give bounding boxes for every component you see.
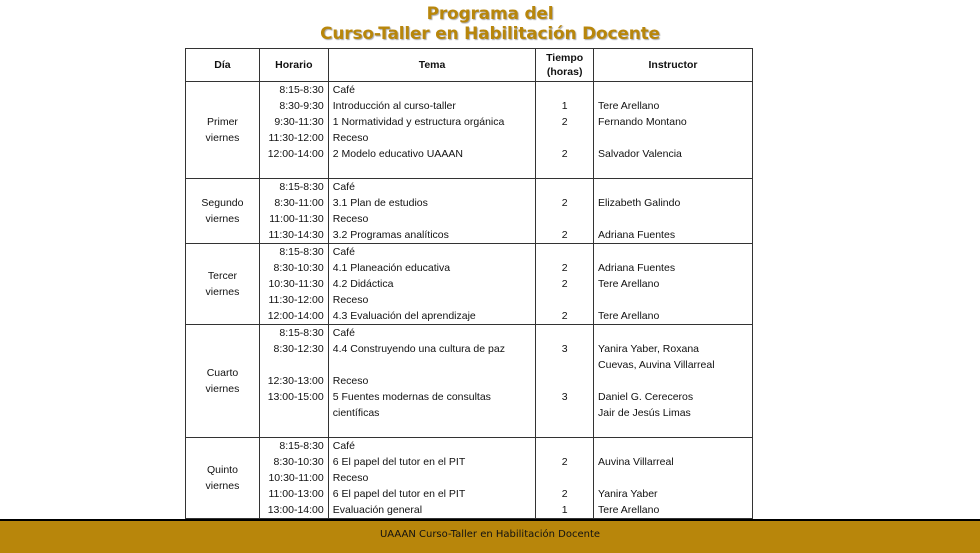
cell-horario	[259, 325, 328, 438]
tema-line: científicas	[332, 407, 380, 419]
tiempo-line: 1	[561, 100, 568, 112]
cell-tiempo	[536, 179, 594, 244]
horario-line: 8:15-8:30	[279, 327, 324, 339]
tiempo-line: 2	[561, 229, 568, 241]
tiempo-line	[540, 421, 589, 437]
tiempo-line	[540, 292, 589, 308]
horario-line: 8:15-8:30	[279, 246, 324, 258]
cell-dia	[186, 82, 260, 179]
horario-line: 8:15-8:30	[279, 440, 324, 452]
dia-line: Quinto	[206, 464, 238, 476]
horario-line: 12:00-14:00	[267, 148, 324, 160]
footer-bar	[0, 519, 980, 553]
tema-line: Evaluación general	[332, 504, 423, 516]
instructor-line: Yanira Yaber, Roxana	[598, 343, 700, 355]
slide-title	[0, 4, 980, 44]
cell-instructor	[594, 82, 753, 179]
instructor-line	[598, 211, 748, 227]
cell-dia	[186, 438, 260, 519]
instructor-line: Elizabeth Galindo	[598, 197, 681, 209]
instructor-line: Tere Arellano	[598, 504, 660, 516]
tiempo-line: 2	[561, 116, 568, 128]
cell-dia	[186, 244, 260, 325]
tiempo-line	[540, 162, 589, 178]
tema-line	[333, 162, 532, 178]
tiempo-line: 2	[561, 197, 568, 209]
horario-line: 13:00-15:00	[267, 391, 324, 403]
tiempo-line	[540, 373, 589, 389]
instructor-line	[598, 162, 748, 178]
dia-line: viernes	[205, 383, 240, 395]
cell-instructor	[594, 244, 753, 325]
horario-line: 8:15-8:30	[279, 84, 324, 96]
cell-dia	[186, 325, 260, 438]
instructor-line	[598, 244, 748, 260]
instructor-line	[598, 130, 748, 146]
header-tiempo	[536, 49, 594, 82]
tiempo-line	[540, 325, 589, 341]
instructor-line	[598, 438, 748, 454]
cell-instructor	[594, 325, 753, 438]
tema-line	[333, 421, 532, 437]
cell-tiempo	[536, 325, 594, 438]
tiempo-line: 2	[561, 278, 568, 290]
tema-line: 4.1 Planeación educativa	[332, 262, 451, 274]
tema-line: 4.4 Construyendo una cultura de paz	[332, 343, 505, 355]
cell-tiempo	[536, 438, 594, 519]
tema-line: Café	[332, 84, 355, 96]
instructor-line: Daniel G. Cereceros	[598, 391, 694, 403]
header-tiempo-line2: (horas)	[546, 66, 583, 78]
horario-line: 10:30-11:00	[268, 472, 324, 484]
cell-horario	[259, 82, 328, 179]
cell-tema	[328, 179, 536, 244]
horario-line: 11:00-11:30	[269, 213, 324, 225]
tema-line: Receso	[332, 375, 369, 387]
tema-line: Introducción al curso-taller	[332, 100, 456, 112]
tiempo-line: 2	[561, 148, 568, 160]
instructor-line: Tere Arellano	[598, 310, 660, 322]
tema-line: 6 El papel del tutor en el PIT	[332, 456, 466, 468]
tiempo-line	[540, 405, 589, 421]
instructor-line	[598, 373, 748, 389]
instructor-line	[598, 325, 748, 341]
horario-line	[264, 405, 324, 421]
instructor-line: Adriana Fuentes	[598, 262, 676, 274]
horario-line: 11:30-12:00	[268, 294, 324, 306]
dia-line: Cuarto	[206, 367, 239, 379]
cell-tiempo	[536, 244, 594, 325]
tema-line: 4.3 Evaluación del aprendizaje	[332, 310, 476, 322]
tema-line: Café	[332, 327, 355, 339]
header-tema: Tema	[328, 49, 536, 82]
horario-line	[264, 162, 324, 178]
tiempo-line	[540, 179, 589, 195]
title-line-2: Curso-Taller en Habilitación Docente	[320, 24, 660, 44]
cell-instructor	[594, 438, 753, 519]
horario-line: 11:00-13:00	[268, 488, 324, 500]
cell-tema	[328, 438, 536, 519]
tiempo-line: 2	[561, 262, 568, 274]
tema-line: 3.1 Plan de estudios	[332, 197, 428, 209]
instructor-line: Auvina Villarreal	[598, 456, 674, 468]
horario-line: 11:30-12:00	[268, 132, 324, 144]
tiempo-line: 2	[561, 488, 568, 500]
tema-line: 3.2 Programas analíticos	[332, 229, 449, 241]
dia-line: viernes	[205, 213, 240, 225]
cell-tiempo	[536, 82, 594, 179]
tiempo-line: 2	[561, 456, 568, 468]
tiempo-line	[540, 244, 589, 260]
instructor-line: Adriana Fuentes	[598, 229, 676, 241]
tema-line: 4.2 Didáctica	[332, 278, 394, 290]
cell-horario	[259, 244, 328, 325]
horario-line: 8:30-10:30	[273, 262, 324, 274]
horario-line: 8:15-8:30	[279, 181, 324, 193]
horario-line: 8:30-9:30	[279, 100, 324, 112]
horario-line	[264, 357, 324, 373]
dia-line: viernes	[205, 132, 240, 144]
tema-line: 6 El papel del tutor en el PIT	[332, 488, 466, 500]
tema-line: Receso	[332, 213, 369, 225]
instructor-line	[598, 470, 748, 486]
dia-line: Segundo	[201, 197, 244, 209]
footer-text: UAAAN Curso-Taller en Habilitación Docente	[379, 529, 601, 540]
table-row	[186, 179, 753, 244]
tema-line: Receso	[332, 132, 369, 144]
tema-line: 2 Modelo educativo UAAAN	[332, 148, 463, 160]
tiempo-line: 3	[561, 343, 568, 355]
dia-line: Primer	[206, 116, 238, 128]
horario-line: 8:30-10:30	[273, 456, 324, 468]
tema-line: 5 Fuentes modernas de consultas	[332, 391, 491, 403]
horario-line: 12:30-13:00	[267, 375, 324, 387]
header-tiempo-line1: Tiempo	[546, 52, 584, 64]
dia-line: viernes	[205, 286, 240, 298]
tiempo-line: 3	[561, 391, 568, 403]
horario-line: 12:00-14:00	[267, 310, 324, 322]
instructor-line: Fernando Montano	[598, 116, 687, 128]
header-instructor: Instructor	[594, 49, 753, 82]
table-row	[186, 244, 753, 325]
cell-tema	[328, 244, 536, 325]
instructor-line: Tere Arellano	[598, 278, 660, 290]
table-row	[186, 438, 753, 519]
schedule-table	[185, 48, 753, 519]
table-row	[186, 82, 753, 179]
tema-line: Receso	[332, 472, 369, 484]
instructor-line	[598, 292, 748, 308]
horario-line: 10:30-11:30	[268, 278, 324, 290]
cell-horario	[259, 179, 328, 244]
instructor-line	[598, 179, 748, 195]
dia-line: viernes	[205, 480, 240, 492]
tiempo-line	[540, 82, 589, 98]
horario-line	[264, 421, 324, 437]
cell-tema	[328, 325, 536, 438]
instructor-line: Jair de Jesús Limas	[598, 407, 691, 419]
tema-line: 1 Normatividad y estructura orgánica	[332, 116, 505, 128]
instructor-line: Yanira Yaber	[598, 488, 658, 500]
header-horario: Horario	[259, 49, 328, 82]
tiempo-line	[540, 211, 589, 227]
title-line-1: Programa del	[426, 4, 554, 24]
header-row	[186, 49, 753, 82]
table-row	[186, 325, 753, 438]
tiempo-line	[540, 130, 589, 146]
cell-instructor	[594, 179, 753, 244]
instructor-line: Cuevas, Auvina Villarreal	[598, 359, 715, 371]
horario-line: 11:30-14:30	[268, 229, 324, 241]
tiempo-line	[540, 357, 589, 373]
header-dia: Día	[186, 49, 260, 82]
tema-line: Receso	[332, 294, 369, 306]
horario-line: 9:30-11:30	[274, 116, 324, 128]
tiempo-line: 2	[561, 310, 568, 322]
horario-line: 13:00-14:00	[267, 504, 324, 516]
tiempo-line	[540, 470, 589, 486]
instructor-line	[598, 421, 748, 437]
cell-horario	[259, 438, 328, 519]
tiempo-line: 1	[561, 504, 568, 516]
horario-line: 8:30-11:00	[274, 197, 324, 209]
tiempo-line	[540, 438, 589, 454]
instructor-line	[598, 82, 748, 98]
cell-tema	[328, 82, 536, 179]
dia-line: Tercer	[207, 270, 238, 282]
instructor-line: Salvador Valencia	[598, 148, 682, 160]
horario-line: 8:30-12:30	[273, 343, 324, 355]
tema-line: Café	[332, 440, 355, 452]
cell-dia	[186, 179, 260, 244]
tema-line	[333, 357, 532, 373]
instructor-line: Tere Arellano	[598, 100, 660, 112]
tema-line: Café	[332, 246, 355, 258]
tema-line: Café	[332, 181, 355, 193]
